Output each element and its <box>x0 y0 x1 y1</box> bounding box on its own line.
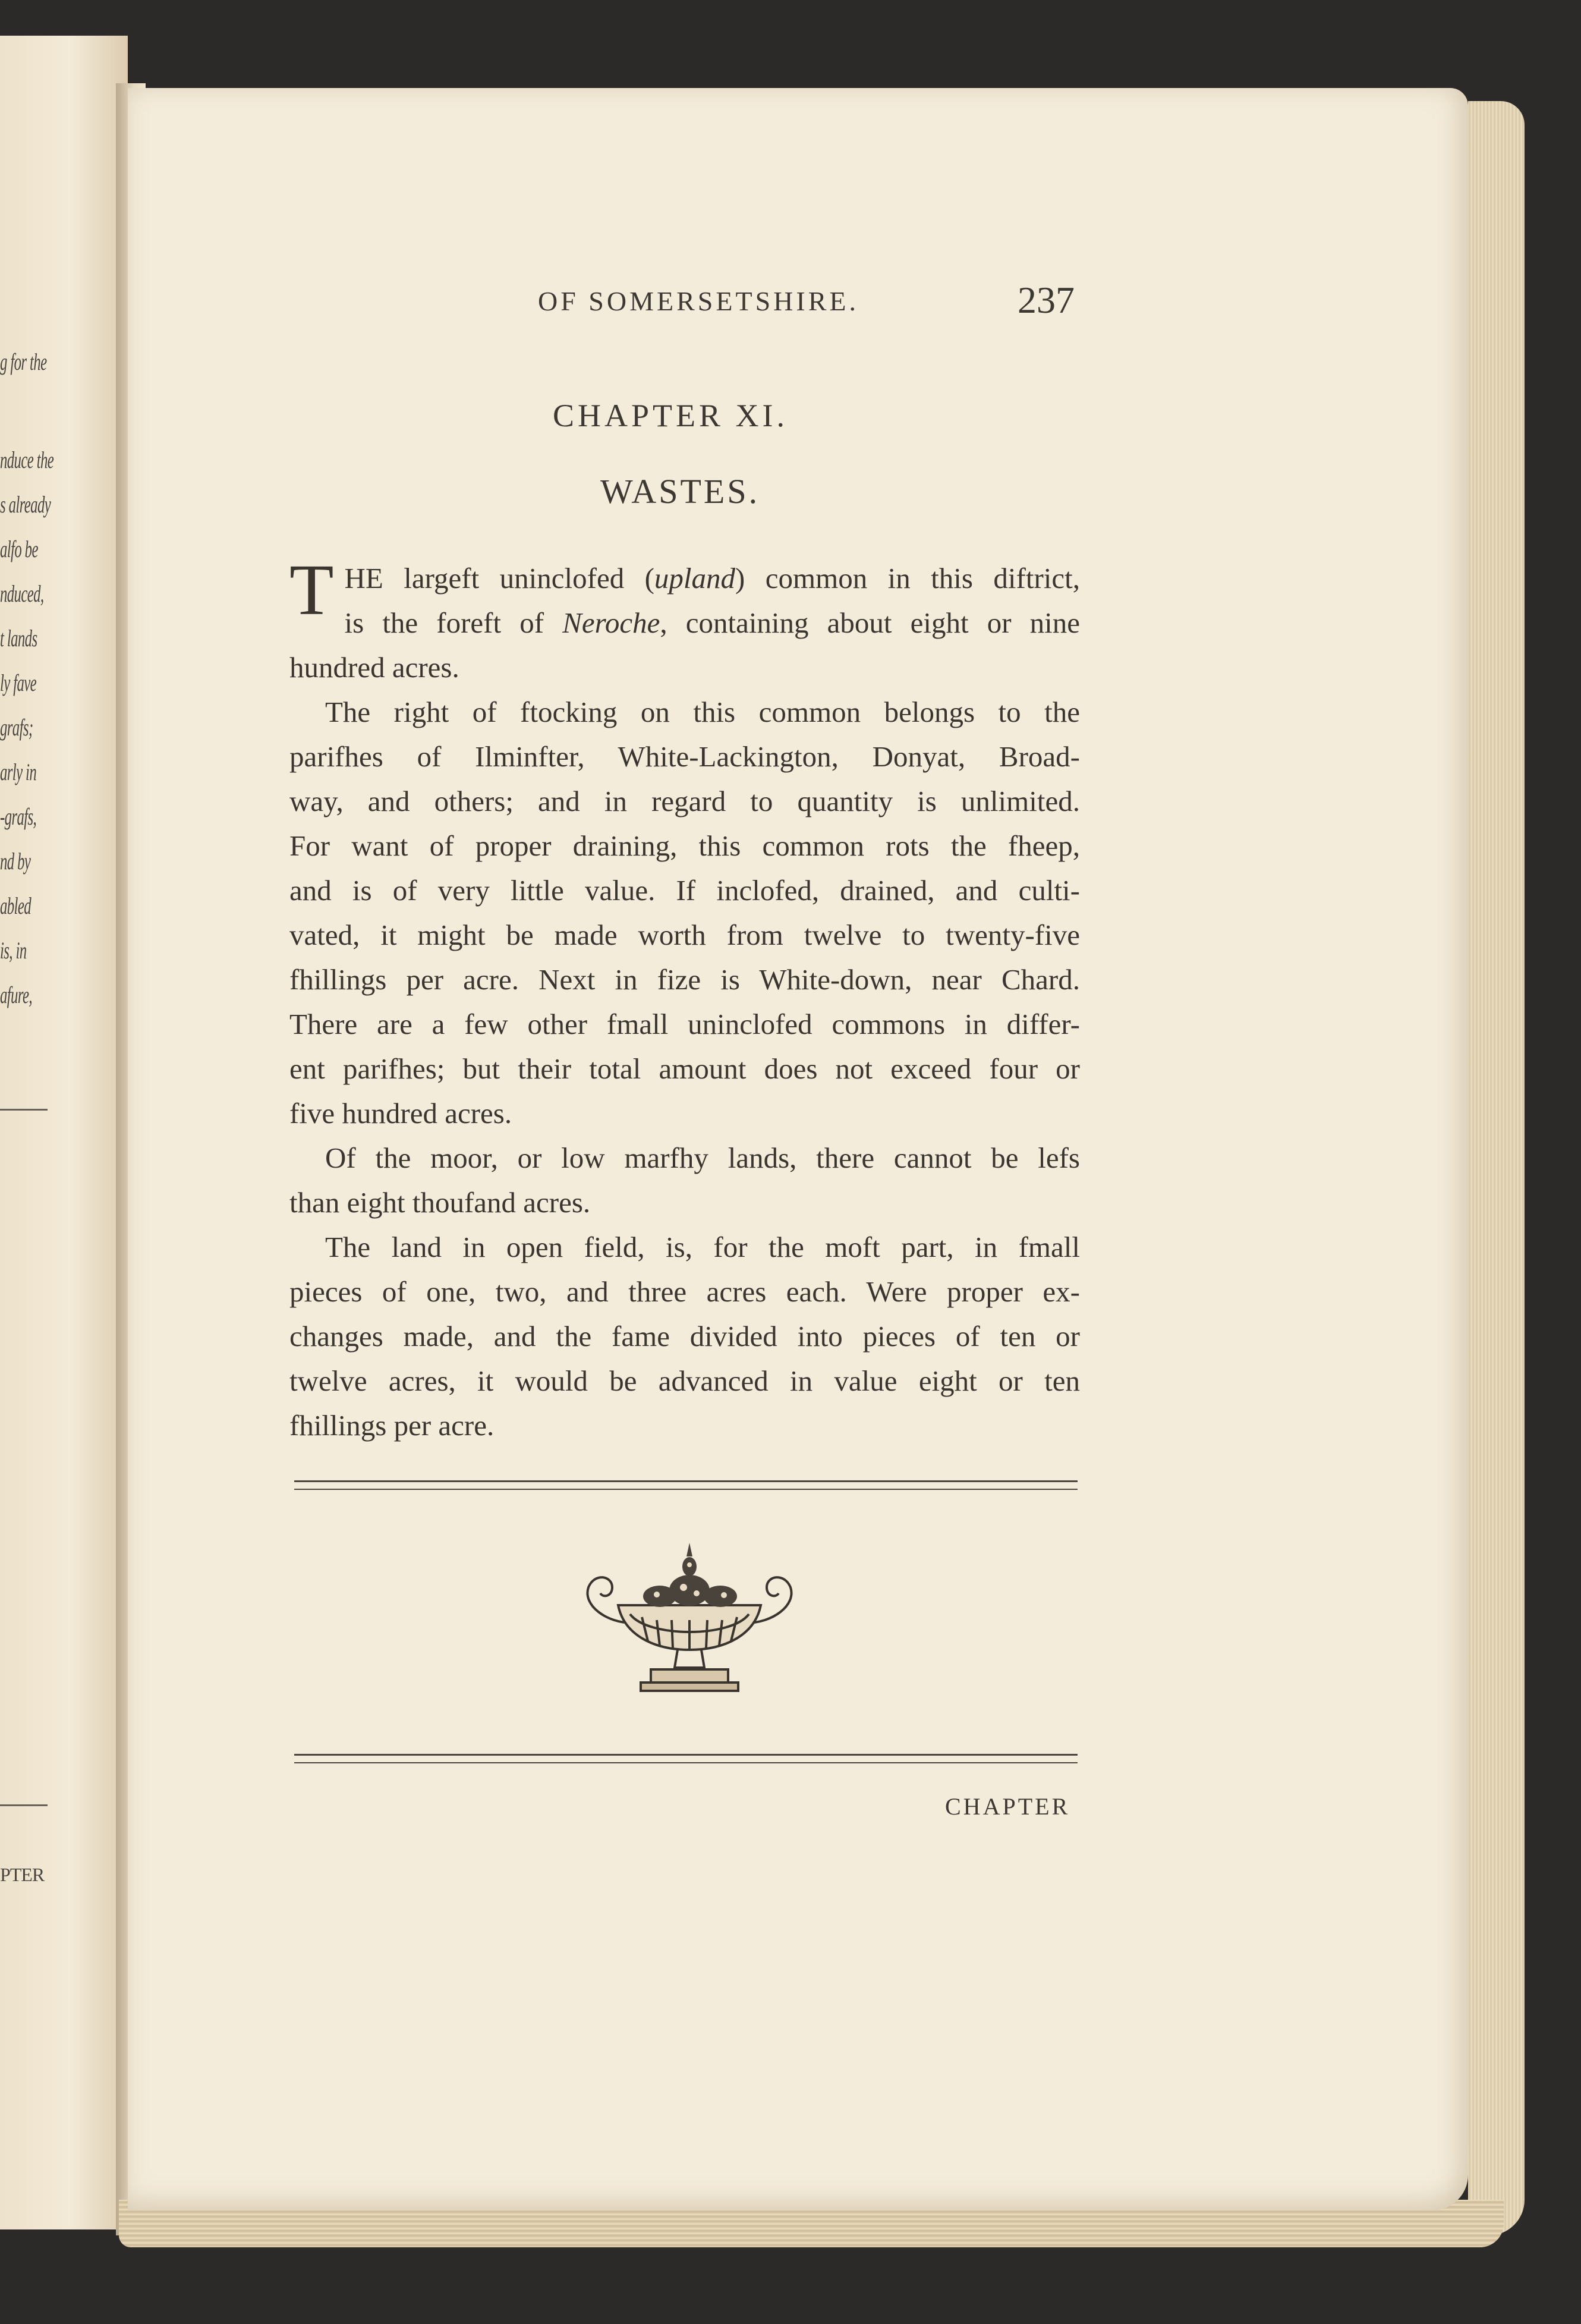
left-page-line: t lands <box>0 625 37 652</box>
page-number: 237 <box>1018 279 1075 321</box>
section-divider-top <box>294 1480 1078 1490</box>
text-line: vated, it might be made worth from twelve to twenty-five <box>289 919 1080 951</box>
left-page <box>0 36 128 2229</box>
text-line: way, and others; and in regard to quantity is unlimited. <box>289 785 1080 817</box>
text-line: HE largeft uninclofed (upland) common in this diftrict, <box>344 562 1080 595</box>
text-line: changes made, and the fame divided into pieces of ten or <box>289 1320 1080 1353</box>
left-page-line: nduced, <box>0 580 44 607</box>
text-line: The land in open field, is, for the moft part, in fmall <box>325 1231 1080 1263</box>
left-page-line: -grafs, <box>0 803 37 830</box>
section-divider-bottom <box>294 1754 1078 1763</box>
left-page-line: nduce the <box>0 446 54 473</box>
text-line: twelve acres, it would be advanced in value eight or ten <box>289 1364 1080 1397</box>
left-page-line: arly in <box>0 759 37 785</box>
left-page-catchword: PTER <box>0 1864 45 1885</box>
paragraph-3 <box>289 1136 1080 1225</box>
text-line: The right of ftocking on this common belongs to the <box>325 696 1080 728</box>
urn-ornament-icon <box>571 1534 808 1712</box>
catchword: CHAPTER <box>945 1793 1070 1820</box>
left-page-line: is, in <box>0 937 27 964</box>
text-line: pieces of one, two, and three acres each. Were proper ex- <box>289 1275 1080 1308</box>
paragraph-2 <box>289 690 1080 1136</box>
text-line: There are a few other fmall uninclofed commons in differ- <box>289 1008 1080 1040</box>
left-page-line: alfo be <box>0 536 38 562</box>
left-page-line: afure, <box>0 982 32 1008</box>
text-line: five hundred acres. <box>289 1097 512 1130</box>
left-page-line: s already <box>0 491 51 518</box>
drop-cap: T <box>289 550 334 630</box>
paragraph-4 <box>289 1225 1080 1448</box>
left-page-rule <box>0 1804 48 1806</box>
text-line: For want of proper draining, this common rots the fheep, <box>289 829 1080 862</box>
left-page-line: ly fave <box>0 669 37 696</box>
running-head: OF SOMERSETSHIRE. <box>538 286 859 316</box>
left-page-line: abled <box>0 892 32 919</box>
left-page-line: g for the <box>0 348 47 375</box>
text-line: parifhes of Ilminfter, White-Lackington, Donyat, Broad- <box>289 740 1080 773</box>
text-line: than eight thoufand acres. <box>289 1186 591 1219</box>
left-page-line: nd by <box>0 848 31 875</box>
text-line: and is of very little value. If inclofed, drained, and culti- <box>289 874 1080 907</box>
text-line: ent parifhes; but their total amount does not exceed four or <box>289 1052 1080 1085</box>
text-line: Of the moor, or low marfhy lands, there cannot be lefs <box>325 1141 1080 1174</box>
body-text <box>289 550 1080 1448</box>
left-page-rule <box>0 1109 48 1111</box>
text-line: hundred acres. <box>289 651 459 684</box>
section-title: WASTES. <box>600 472 760 511</box>
chapter-title: CHAPTER XI. <box>553 398 789 433</box>
paragraph-1 <box>289 550 1080 690</box>
text-line: fhillings per acre. Next in fize is White-down, near Chard. <box>289 963 1080 996</box>
text-line: is the foreft of Neroche, containing about eight or nine <box>344 606 1080 639</box>
left-page-line: grafs; <box>0 714 33 741</box>
page-fore-edge <box>1468 101 1525 2235</box>
text-line: fhillings per acre. <box>289 1409 495 1442</box>
